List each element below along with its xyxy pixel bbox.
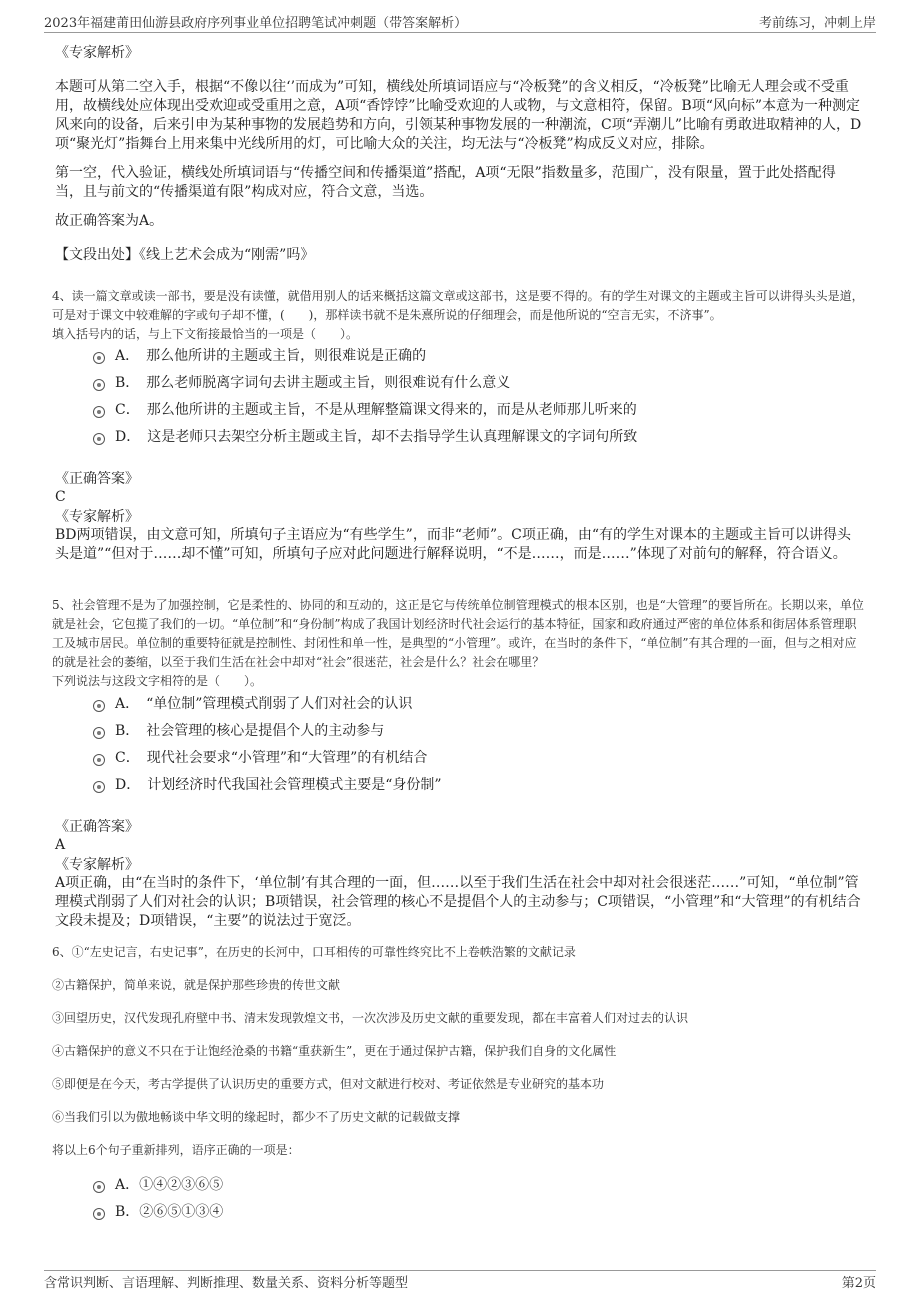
header-slogan: 考前练习，冲刺上岸 (758, 15, 876, 31)
q5-expert-label: 《专家解析》 (55, 857, 139, 873)
q5-prompt: 下列说法与这段文字相符的是（ ）。 (52, 674, 263, 688)
radio-icon[interactable] (93, 406, 105, 418)
radio-icon[interactable] (93, 700, 105, 712)
option-label: A． “单位制”管理模式削弱了人们对社会的认识 (115, 696, 413, 712)
q6-prompt: 将以上6个句子重新排列，语序正确的一项是： (52, 1143, 300, 1157)
q5-answer-label: 《正确答案》 (55, 819, 139, 835)
q4-stem: 4、读一篇文章或读一部书，要是没有读懂，就借用别人的话来概括这篇文章或这部书，这是要不得的。有的学生对课文的主题或主旨可以讲得头头是道，可是对于课文中较难解的字或句子却不懂，( )，那样读书就不是朱熹所说的仔细理会，而是他所说的“空言无实，不济事”。 (52, 289, 864, 322)
q4-expert-label: 《专家解析》 (55, 509, 139, 525)
q5-expert: A项正确，由“在当时的条件下，‘单位制’有其合理的一面，但……以至于我们生活在社会中却对社会很迷茫……”可知，“单位制”管理模式削弱了人们对社会的认识；B项错误，社会管理的核心不是提倡个人的主动参与；C项错误，“小管理”和“大管理”的有机结合文段未提及；D项错误，“主要”的说法过于宽泛。 (55, 875, 861, 929)
option-label: C． 那么他所讲的主题或主旨，不是从理解整篇课文得来的，而是从老师那儿听来的 (115, 402, 637, 418)
q5-stem: 5、社会管理不是为了加强控制，它是柔性的、协同的和互动的，这正是它与传统单位制管理模式的根本区别，也是“大管理”的要旨所在。长期以来，单位就是社会，它包揽了我们的一切。“单位制”和“身份制”构成了我国计划经济时代社会运行的基本特征，国家和政府通过严密的单位体系和街居体系管理职工及城市居民。单位制的重要特征就是控制性、封闭性和单一性，是典型的“小管理”。或许，在当时的条件下，“单位制”有其合理的一面，但与之相对应的就是社会的萎缩，以至于我们生活在社会中却对“社会”很迷茫，社会是什么？社会在哪里？ (52, 598, 864, 669)
q3-source: 【文段出处】《线上艺术会成为“刚需”吗》 (55, 247, 315, 263)
footer-note: 含常识判断、言语理解、判断推理、数量关系、资料分析等题型 (44, 1275, 409, 1291)
option-label: A． 那么他所讲的主题或主旨，则很难说是正确的 (115, 348, 427, 364)
q5-answer: A (55, 837, 66, 853)
option-label: D． 这是老师只去架空分析主题或主旨，却不去指导学生认真理解课文的字词句所致 (115, 429, 638, 445)
radio-icon[interactable] (93, 781, 105, 793)
option-label: C． 现代社会要求“小管理”和“大管理”的有机结合 (115, 750, 428, 766)
option-label: A．①④②③⑥⑤ (115, 1177, 224, 1193)
q6-sentence-6: ⑥当我们引以为傲地畅谈中华文明的缘起时，都少不了历史文献的记载做支撑 (52, 1110, 461, 1124)
radio-icon[interactable] (93, 352, 105, 364)
q3-expert-p1: 本题可从第二空入手，根据“不像以往‘’而成为”可知，横线处所填词语应与“冷板凳”的含义相反，“冷板凳”比喻无人理会或不受重用，故横线处应体现出受欢迎或受重用之意，A项“香饽饽”比喻受欢迎的人或物，与文意相符，保留。B项“风向标”本意为一种测定风来向的设备，后来引申为某种事物的发展趋势和方向，引领某种事物发展的一种潮流，C项“弄潮儿”比喻有勇敢进取精神的人，D项“聚光灯”指舞台上用来集中光线所用的灯，可比喻大众的关注，均无法与“冷板凳”构成反义对应，排除。 (55, 79, 862, 152)
header-title: 2023年福建莆田仙游县政府序列事业单位招聘笔试冲刺题（带答案解析） (44, 15, 468, 31)
q4-option-b[interactable] (93, 373, 510, 393)
page-header (44, 10, 876, 33)
radio-icon[interactable] (93, 1208, 105, 1220)
q6-option-b[interactable] (93, 1202, 223, 1222)
radio-icon[interactable] (93, 433, 105, 445)
option-label: D． 计划经济时代我国社会管理模式主要是“身份制” (115, 777, 442, 793)
radio-icon[interactable] (93, 754, 105, 766)
q6-sentence-4: ④古籍保护的意义不只在于让饱经沧桑的书籍“重获新生”，更在于通过保护古籍，保护我们自身的文化属性 (52, 1044, 617, 1058)
q3-conclusion: 故正确答案为A。 (55, 213, 164, 229)
q6-sentence-5: ⑤即便是在今天，考古学提供了认识历史的重要方式，但对文献进行校对、考证依然是专业研究的基本功 (52, 1077, 605, 1091)
q4-option-d[interactable] (93, 427, 637, 447)
q5-option-b[interactable] (93, 721, 384, 741)
option-label: B．②⑥⑤①③④ (115, 1204, 224, 1220)
q5-option-c[interactable] (93, 748, 427, 768)
radio-icon[interactable] (93, 727, 105, 739)
q6-sentence-1: 6、①“左史记言，右史记事”，在历史的长河中，口耳相传的可靠性终究比不上卷帙浩繁的文献记录 (52, 945, 576, 959)
q5-option-d[interactable] (93, 775, 442, 795)
radio-icon[interactable] (93, 1181, 105, 1193)
q4-answer-label: 《正确答案》 (55, 471, 139, 487)
option-label: B． 社会管理的核心是提倡个人的主动参与 (115, 723, 385, 739)
q6-sentence-2: ②古籍保护，简单来说，就是保护那些珍贵的传世文献 (52, 978, 341, 992)
page-footer (44, 1270, 876, 1291)
radio-icon[interactable] (93, 379, 105, 391)
q4-expert: BD两项错误，由文意可知，所填句子主语应为“有些学生”，而非“老师”。C项正确，由“有的学生对课本的主题或主旨可以讲得头头是道”“但对于……却不懂”可知，所填句子应对此问题进行解释说明，“不是……，而是……”体现了对前句的解释，符合语义。 (55, 527, 852, 562)
q4-option-c[interactable] (93, 400, 637, 420)
option-label: B． 那么老师脱离字词句去讲主题或主旨，则很难说有什么意义 (115, 375, 511, 391)
q6-option-a[interactable] (93, 1175, 223, 1195)
page-number: 第2页 (841, 1275, 876, 1291)
q4-option-a[interactable] (93, 346, 426, 366)
q3-expert-label: 《专家解析》 (55, 45, 139, 61)
q4-prompt: 填入括号内的话，与上下文衔接最恰当的一项是（ ）。 (52, 327, 359, 341)
q4-answer: C (55, 489, 66, 505)
q5-option-a[interactable] (93, 694, 412, 714)
q3-expert-p2: 第一空，代入验证，横线处所填词语与“传播空间和传播渠道”搭配，A项“无限”指数量多，范围广，没有限量，置于此处搭配得当，且与前文的“传播渠道有限”构成对应，符合文意，当选。 (55, 165, 836, 200)
q6-sentence-3: ③回望历史，汉代发现孔府壁中书、清末发现敦煌文书，一次次涉及历史文献的重要发现，都在丰富着人们对过去的认识 (52, 1011, 689, 1025)
